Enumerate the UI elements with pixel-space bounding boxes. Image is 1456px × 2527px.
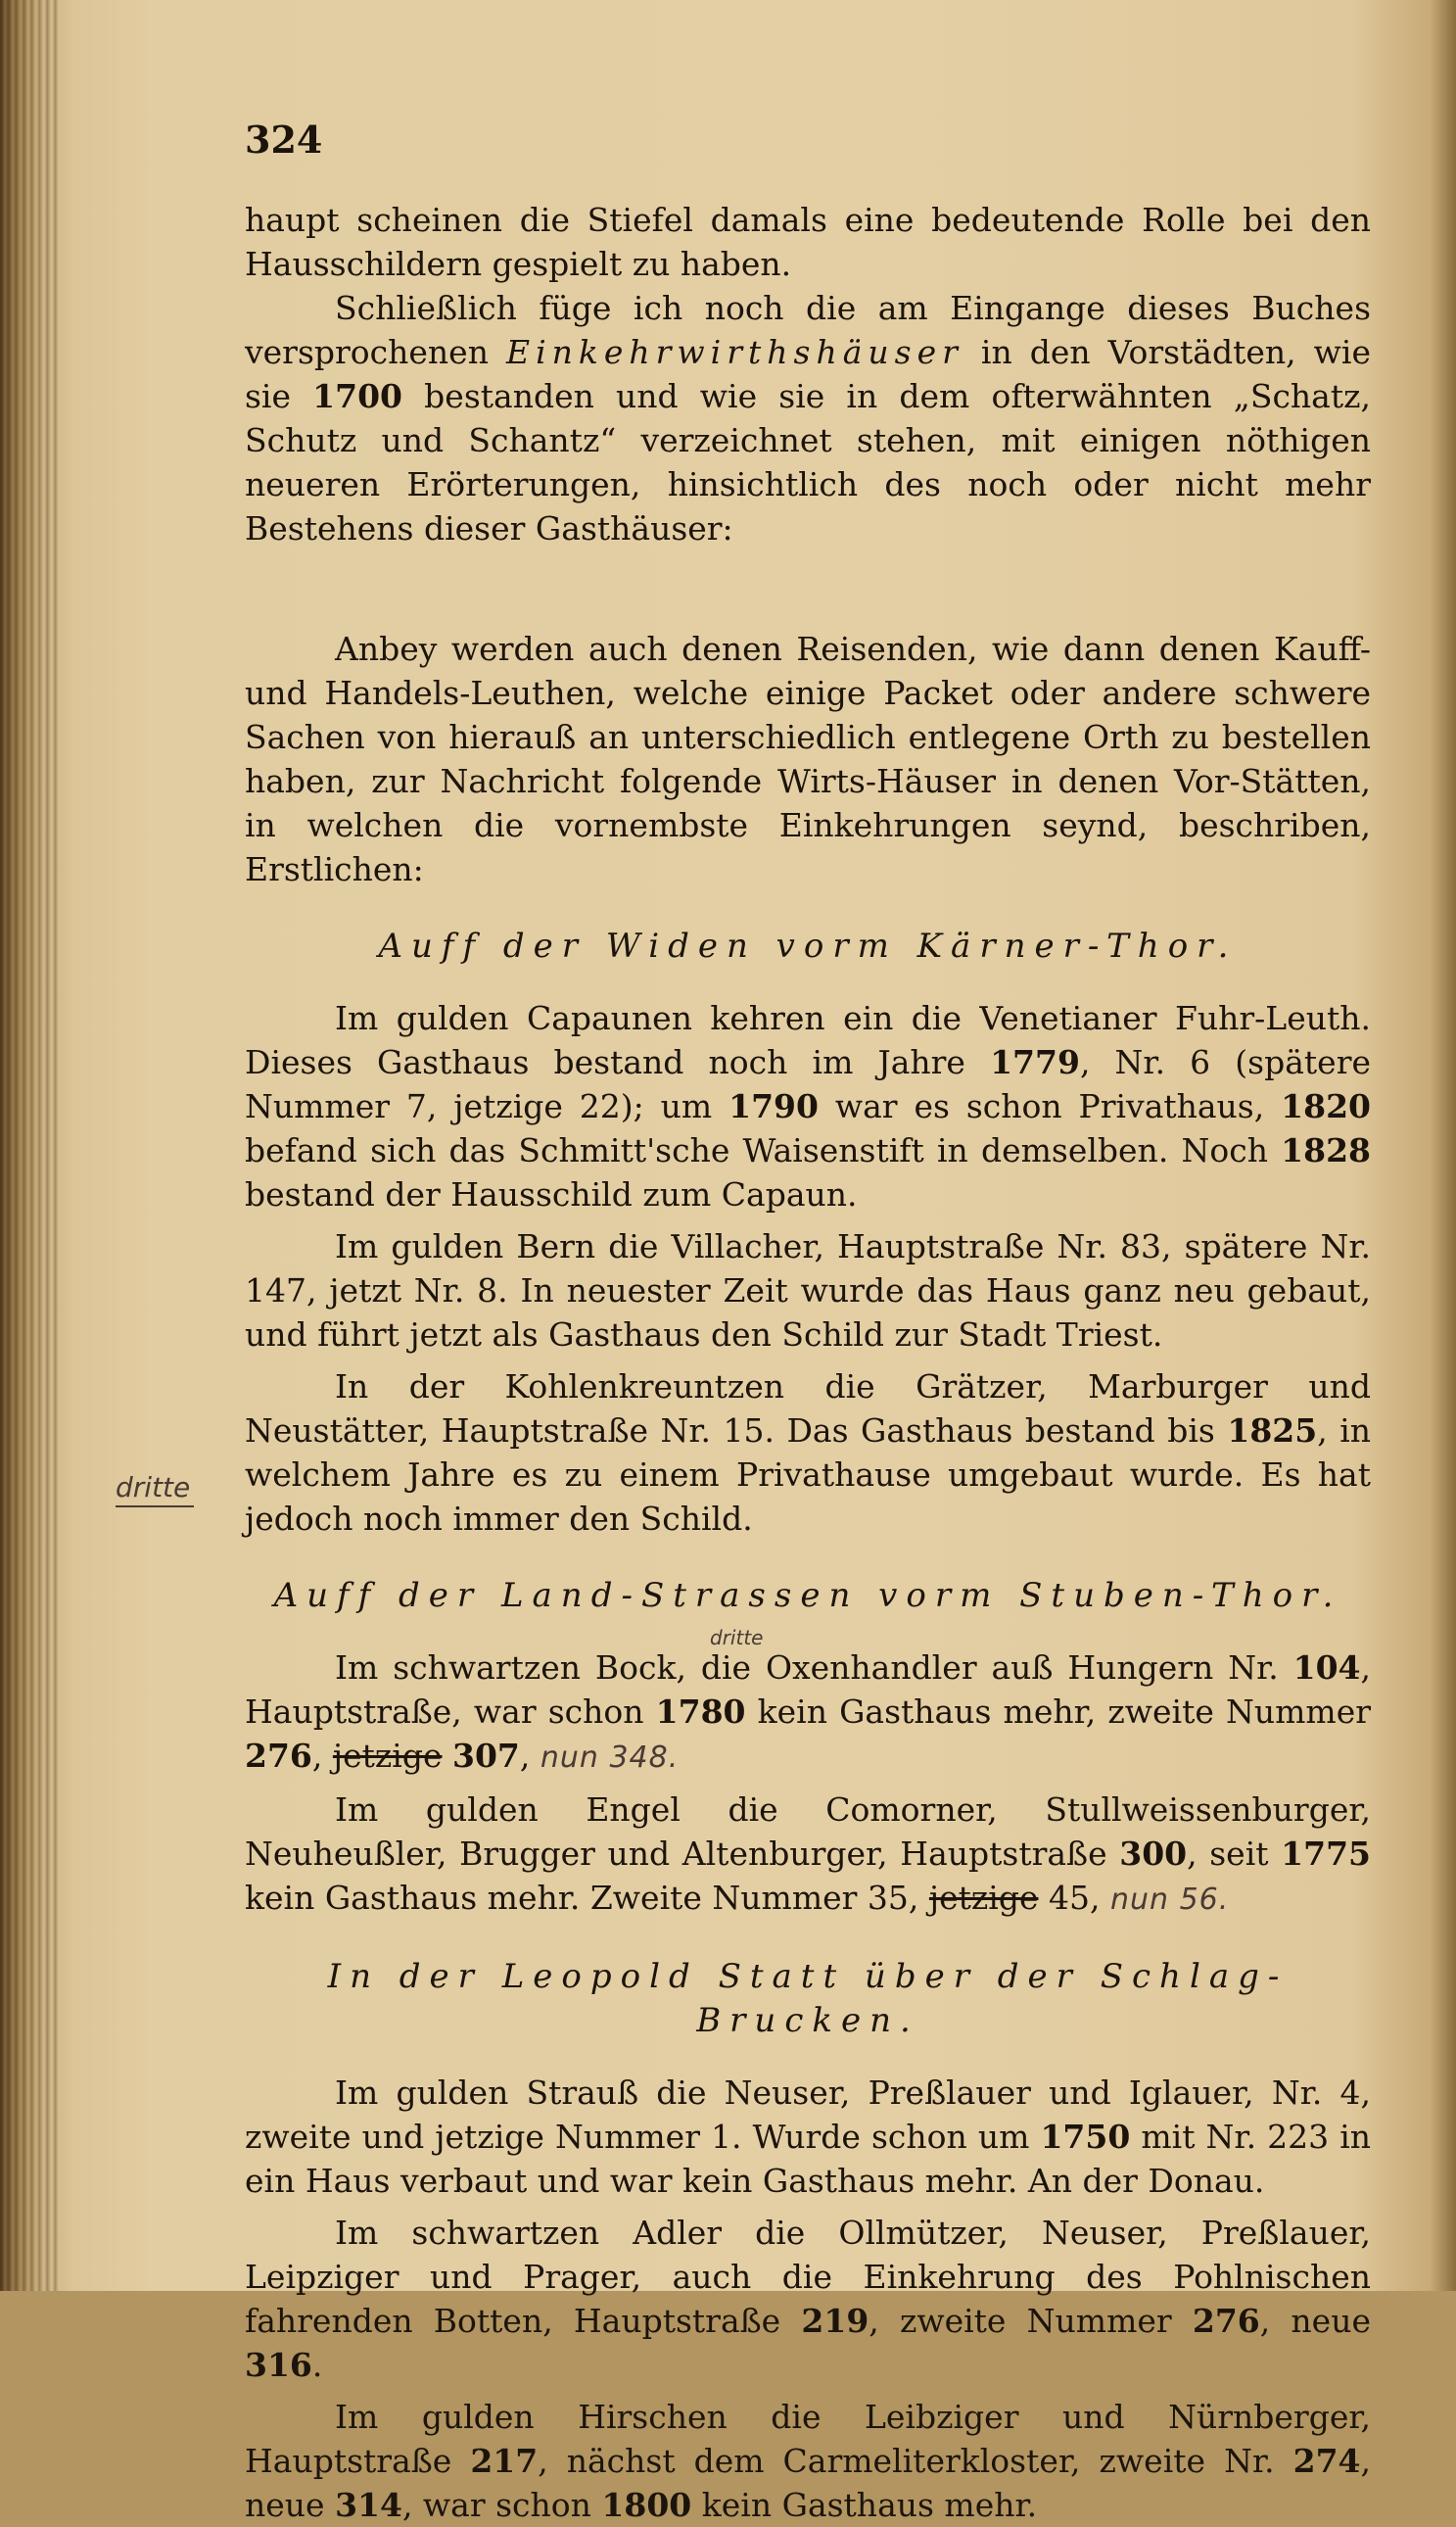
entry-schwartzen-adler: Im schwartzen Adler die Ollmützer, Neuser, Preßlauer, Leipziger und Prager, auch die Einkehrung des Pohlnischen fahrenden Botten, Hauptstraße 219, zweite Nummer 276, neue 316. [245,2214,1371,2384]
entry-engel: Im gulden Engel die Comorner, Stullweissenburger, Neuheußler, Brugger und Altenburger, Hauptstraße 300, seit 1775 kein Gasthaus mehr. Zweite Nummer 35, jetzige 45, nun 56. [245,1790,1372,1917]
handwritten-correction: nun 348. [540,1740,680,1775]
entry-schwartzen-bock: Im schwartzen Bock, die Oxenhandler auß Hungern Nr. 104, Hauptstraße, war schon 1780 kein Gasthaus mehr, zweite Nummer 276, jetzige 307, nun 348. [245,1648,1371,1775]
entry-kohlenkreuntzen: In der Kohlenkreuntzen die Grätzer, Marburger und Neustätter, Hauptstraße Nr. 15. Das Gasthaus bestand bis 1825, in welchem Jahre es zu einem Privathause umgebaut wurde. Es hat jedoch noch immer den Schild. [245,1367,1372,1538]
handwritten-correction: nun 56. [1110,1883,1230,1917]
entry-bern: Im gulden Bern die Villacher, Hauptstraße Nr. 83, spätere Nr. 147, jetzt Nr. 8. In neuester Zeit wurde das Haus ganz neu gebaut, und führt jetzt als Gasthaus den Schild zur Stadt Triest. [245,1227,1371,1354]
margin-annotation: dritte [116,1471,191,1503]
paragraph-intro: Schließlich füge ich noch die am Eingange dieses Buches versprochenen Einkehrwirthshäuser in den Vorstädten, wie sie 1700 bestanden und wie sie in dem ofterwähnten „Schatz, Schutz und Schantz“ verzeichnet stehen, mit einigen nöthigen neueren Erörterungen, hinsichtlich des noch oder nicht mehr Bestehens dieser Gasthäuser: [245,289,1371,548]
struck-word: jetzige [332,1737,443,1775]
entry-capaunen: Im gulden Capaunen kehren ein die Venetianer Fuhr-Leuth. Dieses Gasthaus bestand noch im Jahre 1779, Nr. 6 (spätere Nummer 7, jetzige 22); um 1790 war es schon Privathaus, 1820 befand sich das Schmitt'sche Waisenstift in demselben. Noch 1828 bestand der Hausschild zum Capaun. [245,999,1372,1214]
section-heading-widen: Auff der Widen vorm Kärner-Thor. [378,927,1238,966]
handwritten-sub-annotation: dritte [710,1626,764,1649]
entry-strauss: Im gulden Strauß die Neuser, Preßlauer und Iglauer, Nr. 4, zweite und jetzige Nummer 1. Wurde schon um 1750 mit Nr. 223 in ein Haus verbaut und war kein Gasthaus mehr. An der Donau. [245,2074,1371,2200]
section-heading-leopoldstatt: In der Leopold Statt über der Schlag-Brucken. [327,1957,1289,2040]
paragraph-continuation: haupt scheinen die Stiefel damals eine bedeutende Rolle bei den Hausschildern gespielt zu haben. [245,201,1371,283]
struck-word: jetzige [928,1879,1039,1917]
page-edge [0,0,61,2291]
page-number: 324 [245,118,323,162]
page-text [245,118,1371,2527]
quoted-source-paragraph: Anbey werden auch denen Reisenden, wie dann denen Kauff- und Handels-Leuthen, welche einige Packet oder andere schwere Sachen von hierauß an unterschiedlich entlegene Orth zu bestellen haben, zur Nachricht folgende Wirts-Häuser in denen Vor-Stätten, in welchen die vornembste Einkehrungen seynd, beschriben, Erstlichen: [245,630,1371,888]
section-heading-landstrasse: Auff der Land-Strassen vorm Stuben-Thor. [273,1576,1342,1615]
entry-hirschen: Im gulden Hirschen die Leibziger und Nürnberger, Hauptstraße 217, nächst dem Carmeliterkloster, zweite Nr. 274, neue 314, war schon 1800 kein Gasthaus mehr. [245,2398,1371,2524]
